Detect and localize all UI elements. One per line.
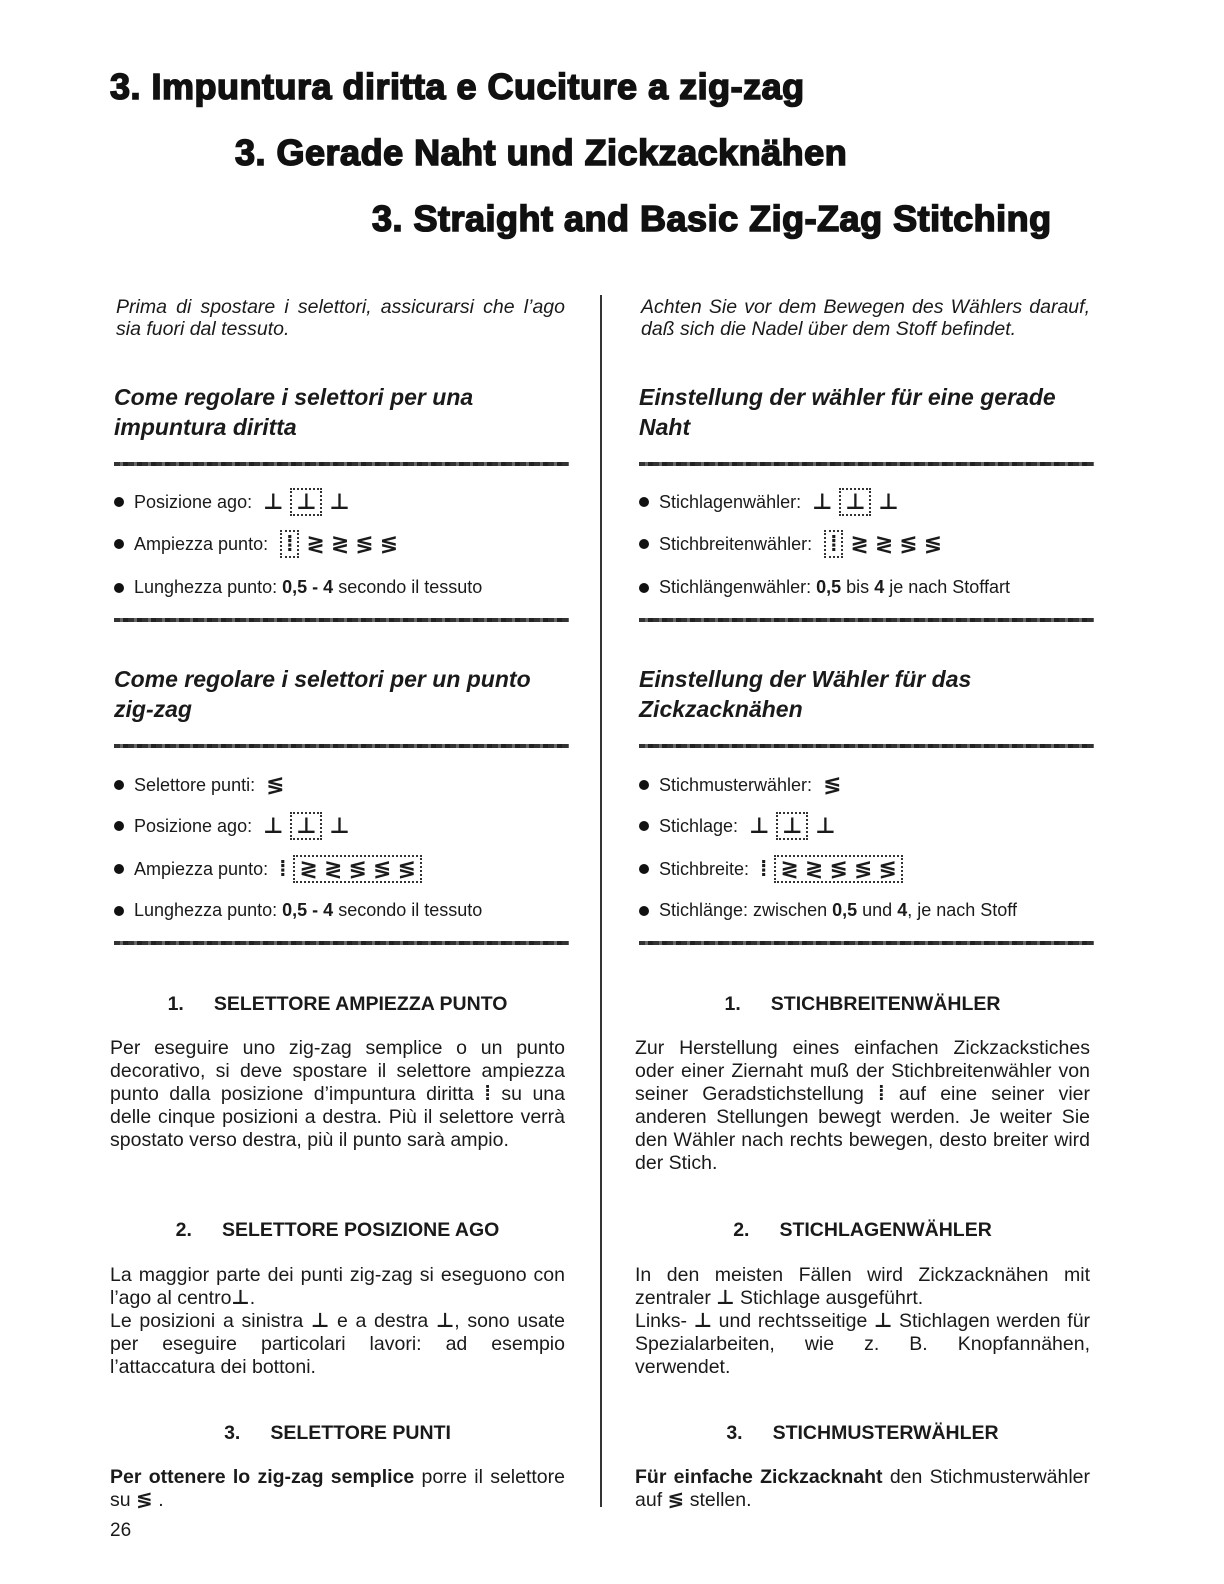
intro-text: Prima di spostare i selettori, assicurarsi che l’ago sia fuori dal tessuto. [116, 296, 565, 340]
title-german: 3. Gerade Naht und Zickzacknähen [235, 132, 848, 173]
section-3-text: Für einfache Zickzacknaht den Stichmusterwähler auf ≶ stellen. [635, 1466, 1091, 1511]
rule [639, 618, 1094, 622]
bullet-icon [114, 906, 124, 916]
section-3-heading: 3. SELETTORE PUNTI [224, 1422, 451, 1444]
bullet-needle-position: Posizione ago: ⊥ ⊥ ⊥ [114, 812, 352, 840]
needle-position-icon: ⊥ ⊥ ⊥ [263, 813, 350, 838]
section-2-heading: 2. SELETTORE POSIZIONE AGO [175, 1219, 500, 1241]
center-needle-icon: ⊥ [716, 1287, 735, 1309]
section-1-text: Zur Herstellung eines einfachen Zickzackstiches oder einer Ziernaht muß der Stichbreitenwähler von seiner Geradstichstellung ⁞ auf eine seiner vier anderen Stellungen bewegt werden. Je weiter Sie den Wähler nach rechts bewegen, desto breiter wird der Stich. [635, 1037, 1090, 1174]
stitch-width-icon: ⁞ ≷ ≷ ≶ ≶ ≶ [757, 855, 907, 883]
rule [114, 941, 569, 945]
section-2-heading: 2. STICHLAGENWÄHLER [733, 1219, 992, 1241]
section-3-heading: 3. STICHMUSTERWÄHLER [726, 1422, 999, 1444]
bullet-icon [639, 821, 649, 831]
section-2-text: La maggior parte dei punti zig-zag si eseguono con l’ago al centro⊥. Le posizioni a sinistra ⊥ e a destra ⊥, sono usate per eseguire particolari lavori: ad esempio l’attaccatura dei bottoni. [110, 1264, 566, 1378]
column-divider [600, 295, 602, 1507]
bullet-icon [114, 497, 124, 507]
stitch-width-icon: ⁞ ≷ ≷ ≶ ≶ ≶ [276, 855, 426, 883]
german-column [635, 290, 1091, 1511]
bullet-stitch-width: Stichbreite: ⁞ ≷ ≷ ≶ ≶ ≶ [639, 855, 907, 883]
bullet-icon [639, 906, 649, 916]
zigzag-icon: ≶ [823, 772, 842, 797]
section-1-heading: 1. STICHBREITENWÄHLER [724, 993, 1001, 1015]
bullet-stitch-width: Ampiezza punto: ⁞ ≷ ≷ ≶ ≶ ≶ [114, 855, 426, 883]
bullet-stitch-length: Lunghezza punto: 0,5 - 4 secondo il tessuto [114, 577, 482, 598]
title-english: 3. Straight and Basic Zig-Zag Stitching [372, 198, 1052, 239]
zigzag-icon: ≶ [667, 1489, 685, 1511]
italian-column [110, 290, 566, 1511]
needle-position-icon: ⊥ ⊥ ⊥ [263, 489, 350, 514]
section-3-text: Per ottenere lo zig-zag semplice porre il selettore su ≶ . [110, 1466, 565, 1511]
intro-text: Achten Sie vor dem Bewegen des Wählers darauf, daß sich die Nadel über dem Stoff befindet. [641, 296, 1090, 340]
rule [639, 744, 1094, 748]
bullet-icon [639, 780, 649, 790]
straight-stitch-icon: ⁞ [484, 1083, 491, 1105]
section-1-heading: 1. SELETTORE AMPIEZZA PUNTO [167, 993, 508, 1015]
straight-stitch-icon: ⁞ [878, 1083, 885, 1105]
zigzag-icon: ≶ [266, 772, 285, 797]
bullet-icon [639, 583, 649, 593]
zigzag-heading: Einstellung der Wähler für das Zickzacknähen [639, 666, 972, 722]
zigzag-heading: Come regolare i selettori per un punto zig-zag [114, 666, 531, 722]
needle-position-icon: ⊥ ⊥ ⊥ [812, 489, 899, 514]
bullet-stitch-width: Stichbreitenwähler: ⁞ ≷ ≷ ≶ ≶ [639, 530, 945, 558]
bullet-stitch-length: Stichlängenwähler: 0,5 bis 4 je nach Stoffart [639, 577, 1010, 598]
bullet-pattern-selector: Stichmusterwähler: ≶ [639, 772, 845, 798]
zigzag-icon: ≶ [136, 1489, 153, 1511]
page-number: 26 [110, 1520, 132, 1541]
rule [639, 462, 1094, 466]
bullet-stitch-length: Stichlänge: zwischen 0,5 und 4 , je nach Stoff [639, 900, 1017, 921]
rule [639, 941, 1094, 945]
bullet-icon [114, 864, 124, 874]
rule [114, 744, 569, 748]
bullet-needle-position: Stichlage: ⊥ ⊥ ⊥ [639, 812, 838, 840]
stitch-width-icon: ⁞ ≷ ≷ ≶ ≶ [276, 530, 401, 558]
straight-heading: Einstellung der wähler für eine gerade Naht [639, 384, 1056, 440]
straight-heading: Come regolare i selettori per una impuntura diritta [114, 384, 474, 440]
title-italian: 3. Impuntura diritta e Cuciture a zig-zag [110, 66, 805, 107]
right-needle-icon: ⊥ [874, 1310, 893, 1332]
stitch-width-icon: ⁞ ≷ ≷ ≶ ≶ [820, 530, 945, 558]
bullet-needle-position: Posizione ago: ⊥ ⊥ ⊥ [114, 488, 352, 516]
right-needle-icon: ⊥ [435, 1310, 455, 1332]
rule [114, 618, 569, 622]
bullet-icon [114, 780, 124, 790]
bullet-icon [114, 583, 124, 593]
bullet-pattern-selector: Selettore punti: ≶ [114, 772, 288, 798]
center-needle-icon: ⊥ [231, 1287, 250, 1309]
bullet-needle-position: Stichlagenwähler: ⊥ ⊥ ⊥ [639, 488, 901, 516]
bullet-icon [114, 539, 124, 549]
section-1-text: Per eseguire uno zig-zag semplice o un punto decorativo, si deve spostare il selettore ampiezza punto dalla posizione d’impuntura diritta ⁞ su una delle cinque posizioni a destra. Più il selettore verrà spostato verso destra, più il punto sarà ampio. [110, 1037, 565, 1151]
bullet-icon [639, 497, 649, 507]
bullet-icon [639, 864, 649, 874]
section-2-text: In den meisten Fällen wird Zickzacknähen mit zentraler ⊥ Stichlage ausgeführt. Links- ⊥ und rechtsseitige ⊥ Stichlagen werden für Spezialarbeiten, wie z. B. Knopfannähen, verwendet. [635, 1264, 1091, 1378]
bullet-icon [639, 539, 649, 549]
left-needle-icon: ⊥ [310, 1310, 330, 1332]
bullet-stitch-width: Ampiezza punto: ⁞ ≷ ≷ ≶ ≶ [114, 530, 401, 558]
rule [114, 462, 569, 466]
bullet-stitch-length: Lunghezza punto: 0,5 - 4 secondo il tessuto [114, 900, 482, 921]
left-needle-icon: ⊥ [693, 1310, 712, 1332]
bullet-icon [114, 821, 124, 831]
needle-position-icon: ⊥ ⊥ ⊥ [749, 813, 836, 838]
